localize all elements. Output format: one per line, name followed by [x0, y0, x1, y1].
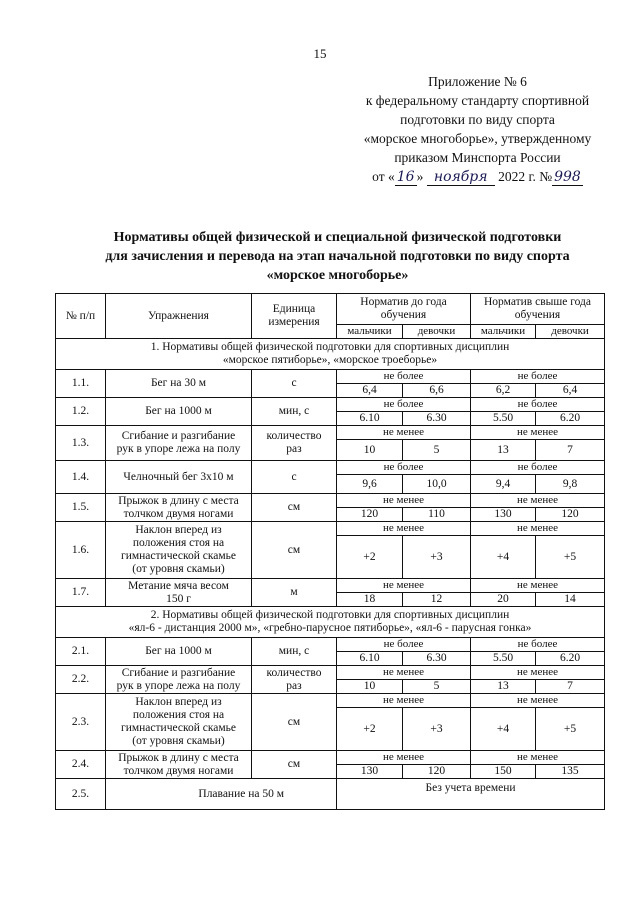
condition: не более — [471, 638, 605, 652]
value-cell: 6,6 — [403, 384, 471, 398]
value-cell: 5.50 — [471, 412, 536, 426]
section-line: 2. Нормативы общей физической подготовки для спортивных дисциплин — [150, 609, 510, 621]
section-line: 1. Нормативы общей физической подготовки для спортивных дисциплин — [150, 341, 510, 353]
condition: не более — [337, 398, 471, 412]
exercise-line: Сгибание и разгибание — [121, 430, 236, 442]
date-mid: » — [416, 169, 424, 184]
exercise-name: Плавание на 50 м — [106, 779, 337, 810]
order-date-line — [330, 167, 625, 186]
exercise-name — [106, 666, 252, 694]
condition: не менее — [337, 751, 471, 765]
row-number: 2.4. — [56, 751, 106, 779]
row-number: 2.5. — [56, 779, 106, 810]
unit-line: раз — [286, 443, 302, 455]
condition: не менее — [337, 522, 471, 536]
condition: не менее — [337, 666, 471, 680]
exercise-line: (от уровня скамьи) — [132, 735, 225, 747]
condition: не более — [337, 461, 471, 475]
row-number: 1.2. — [56, 398, 106, 426]
unit: с — [252, 370, 337, 398]
row-number: 1.7. — [56, 579, 106, 607]
condition: не менее — [337, 426, 471, 440]
value-cell: +5 — [536, 708, 605, 751]
value-cell: +5 — [536, 536, 605, 579]
value-cell: 6,4 — [536, 384, 605, 398]
value-cell: 130 — [337, 765, 403, 779]
date-day-handwritten: 16 — [396, 169, 415, 185]
exercise-line: толчком двумя ногами — [123, 507, 234, 520]
unit: см — [252, 522, 337, 579]
header-girls: девочки — [403, 325, 471, 339]
section-line: «морское пятиборье», «морское троеборье» — [222, 354, 438, 366]
exercise-line: положения стоя на — [132, 537, 225, 549]
row-number: 2.1. — [56, 638, 106, 666]
value-cell: 6,2 — [471, 384, 536, 398]
appendix-line: подготовки по виду спорта — [400, 112, 555, 127]
appendix-block — [330, 72, 625, 186]
date-prefix: от « — [372, 169, 395, 184]
appendix-line: «морское многоборье», утвержденному — [363, 131, 592, 146]
header-unit-l2: измерения — [268, 316, 320, 328]
value-cell: 120 — [536, 508, 605, 522]
header-unit-l1: Единица — [272, 303, 316, 315]
value-cell: 9,4 — [471, 475, 536, 494]
header-num: № п/п — [56, 294, 106, 339]
unit-line: количество — [266, 430, 322, 442]
exercise-line: гимнастической скамье — [121, 722, 236, 734]
exercise-line: Метание мяча весом — [128, 579, 229, 592]
exercise-name: Бег на 30 м — [106, 370, 252, 398]
row-number: 1.1. — [56, 370, 106, 398]
unit-line: количество — [266, 666, 322, 679]
exercise-name: Бег на 1000 м — [106, 638, 252, 666]
condition: не менее — [337, 494, 471, 508]
order-number-handwritten: 998 — [554, 169, 581, 185]
value-cell: 9,8 — [536, 475, 605, 494]
exercise-line: Прыжок в длину с места — [118, 494, 239, 507]
date-year: 2022 г. № — [498, 169, 553, 184]
value-cell: 150 — [471, 765, 536, 779]
exercise-line: рук в упоре лежа на полу — [116, 443, 241, 455]
value-cell: 6.30 — [403, 652, 471, 666]
appendix-line: к федеральному стандарту спортивной — [365, 93, 590, 108]
value-cell: 120 — [403, 765, 471, 779]
condition: не более — [337, 370, 471, 384]
value-cell: 6.20 — [536, 412, 605, 426]
section-line: «ял-6 - дистанция 2000 м», «гребно-парусное пятиборье», «ял-6 - парусная гонка» — [128, 622, 532, 634]
header-group-over-year: Норматив свыше года обучения — [471, 294, 605, 325]
value-cell: 9,6 — [337, 475, 403, 494]
value-cell: 135 — [536, 765, 605, 779]
exercise-line: 150 г — [166, 592, 191, 605]
value-cell: 5.50 — [471, 652, 536, 666]
row-number: 1.5. — [56, 494, 106, 522]
value-cell: +3 — [403, 536, 471, 579]
value-cell: 12 — [403, 593, 471, 607]
condition: не более — [471, 461, 605, 475]
value-cell: 20 — [471, 593, 536, 607]
unit-line: раз — [286, 679, 302, 692]
value-cell: 7 — [536, 440, 605, 461]
exercise-line: Сгибание и разгибание — [121, 666, 236, 679]
exercise-line: гимнастической скамье — [121, 550, 236, 562]
value-cell: 18 — [337, 593, 403, 607]
exercise-line: (от уровня скамьи) — [132, 563, 225, 575]
value-cell: 6,4 — [337, 384, 403, 398]
exercise-name — [106, 426, 252, 461]
exercise-line: Наклон вперед из — [135, 524, 222, 536]
value-cell: 10 — [337, 440, 403, 461]
appendix-line: приказом Минспорта России — [394, 150, 561, 165]
exercise-name: Челночный бег 3х10 м — [106, 461, 252, 494]
condition: не более — [337, 638, 471, 652]
exercise-line: положения стоя на — [132, 709, 225, 721]
value-cell: 14 — [536, 593, 605, 607]
condition: не более — [471, 398, 605, 412]
condition: не менее — [471, 494, 605, 508]
exercise-name — [106, 579, 252, 607]
exercise-name — [106, 694, 252, 751]
unit: см — [252, 751, 337, 779]
unit: с — [252, 461, 337, 494]
condition: не более — [471, 370, 605, 384]
condition: не менее — [471, 579, 605, 593]
title-line: Нормативы общей физической и специальной физической подготовки — [113, 230, 562, 245]
note-cell: Без учета времени — [337, 779, 605, 810]
value-cell: 110 — [403, 508, 471, 522]
value-cell: 6.30 — [403, 412, 471, 426]
exercise-line: Наклон вперед из — [135, 696, 222, 708]
header-unit — [252, 294, 337, 339]
value-cell: +4 — [471, 708, 536, 751]
condition: не менее — [471, 522, 605, 536]
title-line: «морское многоборье» — [266, 268, 409, 283]
value-cell: 130 — [471, 508, 536, 522]
exercise-line: рук в упоре лежа на полу — [116, 679, 241, 692]
exercise-line: Прыжок в длину с места — [118, 751, 239, 764]
value-cell: 13 — [471, 680, 536, 694]
condition: не менее — [471, 426, 605, 440]
norms-table — [55, 293, 605, 810]
page-number: 15 — [313, 46, 327, 61]
unit: мин, с — [252, 398, 337, 426]
condition: не менее — [337, 694, 471, 708]
value-cell: 7 — [536, 680, 605, 694]
value-cell: +2 — [337, 536, 403, 579]
title-line: для зачисления и перевода на этап начальной подготовки по виду спорта — [105, 249, 570, 264]
row-number: 1.4. — [56, 461, 106, 494]
value-cell: 5 — [403, 680, 471, 694]
value-cell: +3 — [403, 708, 471, 751]
header-girls: девочки — [536, 325, 605, 339]
condition: не менее — [471, 666, 605, 680]
exercise-line: толчком двумя ногами — [123, 764, 234, 777]
value-cell: +2 — [337, 708, 403, 751]
value-cell: 6.10 — [337, 652, 403, 666]
date-month-handwritten: ноября — [427, 169, 495, 186]
value-cell: 13 — [471, 440, 536, 461]
unit: см — [252, 494, 337, 522]
row-number: 2.2. — [56, 666, 106, 694]
exercise-name — [106, 494, 252, 522]
value-cell: 5 — [403, 440, 471, 461]
value-cell: 10,0 — [403, 475, 471, 494]
unit: см — [252, 694, 337, 751]
condition: не менее — [471, 694, 605, 708]
unit: м — [252, 579, 337, 607]
header-boys: мальчики — [471, 325, 536, 339]
value-cell: 6.10 — [337, 412, 403, 426]
exercise-name — [106, 751, 252, 779]
unit — [252, 666, 337, 694]
value-cell: 120 — [337, 508, 403, 522]
condition: не менее — [471, 751, 605, 765]
header-boys: мальчики — [337, 325, 403, 339]
exercise-name — [106, 522, 252, 579]
header-group-first-year: Норматив до года обучения — [337, 294, 471, 325]
unit — [252, 426, 337, 461]
row-number: 1.3. — [56, 426, 106, 461]
document-title — [40, 228, 635, 285]
value-cell: +4 — [471, 536, 536, 579]
unit: мин, с — [252, 638, 337, 666]
exercise-name: Бег на 1000 м — [106, 398, 252, 426]
section-header-2 — [56, 607, 605, 638]
value-cell: 10 — [337, 680, 403, 694]
value-cell: 6.20 — [536, 652, 605, 666]
condition: не менее — [337, 579, 471, 593]
section-header-1 — [56, 339, 605, 370]
row-number: 2.3. — [56, 694, 106, 751]
appendix-line: Приложение № 6 — [428, 74, 527, 89]
header-exercise: Упражнения — [106, 294, 252, 339]
row-number: 1.6. — [56, 522, 106, 579]
